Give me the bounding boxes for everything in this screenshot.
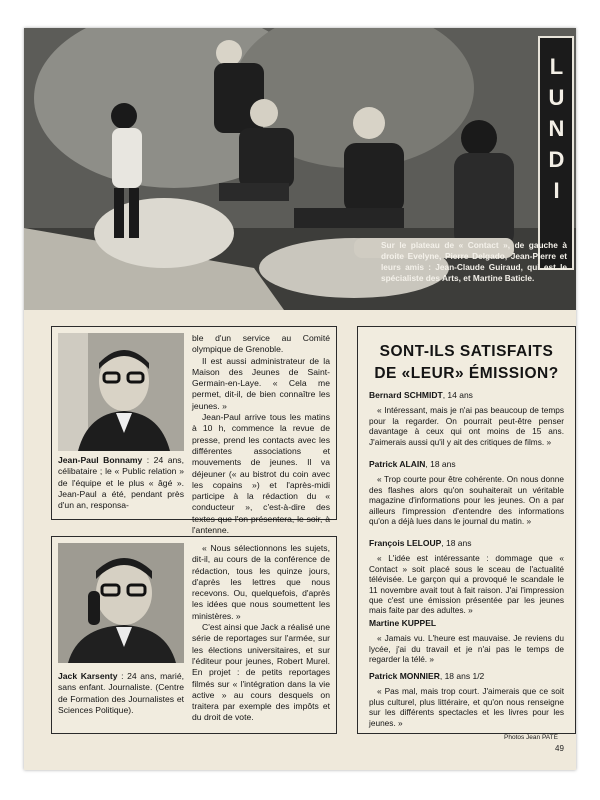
profile-name-bonnamy: Jean-Paul Bonnamy — [58, 455, 143, 465]
photo-credit: Photos Jean PATÉ — [504, 734, 558, 741]
respondent-name: Bernard SCHMIDT — [369, 390, 443, 400]
respondent-quote: « Jamais vu. L'heure est mauvaise. Je reviens du lycée, j'ai du travail et je n'ai pas le temps de regarder la télé. » — [369, 633, 564, 665]
profile-lead-karsenty — [58, 671, 184, 716]
magazine-page — [24, 28, 576, 770]
respondent-quote: « L'idée est intéressante : dommage que « Contact » soit placé sous le sceau de l'actualité télévisée. Le garçon qui a provoqué le scandale le 11 novembre avait tout à fait raison. J'ai l'impression que c'est une émission présentée par les jeunes mais faite par des adultes. » — [369, 553, 564, 616]
respondent-name: Martine KUPPEL — [369, 618, 437, 628]
profile-box-karsenty — [51, 536, 337, 734]
profile-body-bonnamy — [192, 333, 330, 536]
respondent-age: , 18 ans 1/2 — [439, 671, 485, 681]
profile-name-karsenty: Jack Karsenty — [58, 671, 118, 681]
respondent-quote: « Pas mal, mais trop court. J'aimerais que ce soit plus culturel, plus littéraire, et qu'on nous renseigne sur les différents spectacles et les livres pour les jeunes. » — [369, 686, 564, 728]
response-leloup — [369, 538, 564, 616]
respondent-quote: « Trop courte pour être cohérente. On nous donne des flashes alors qu'on souhaiterait un véritable magazine d'informations pour les jeunes. On a par ailleurs l'impression d'entendre des informations qu'on a déjà lues dans le journal du matin. » — [369, 474, 564, 527]
response-kuppel — [369, 618, 564, 665]
profile-intro-bonnamy: : 24 ans, célibataire ; le « Public relation » de l'équipe et le plus « âgé ». Jean-Paul a été, pendant près d'un an, responsa- — [58, 455, 184, 511]
response-monnier — [369, 671, 564, 728]
response-schmidt — [369, 390, 564, 447]
paragraph: C'est ainsi que Jack a réalisé une série de reportages sur l'armée, sur les élections universitaires, et sur l'éditeur pour jeunes, Robert Murel. En projet : de petits reportages filmés sur « l'intégration dans la vie active » au cours desquels on traitera par exemple des impôts et du droit de vote. — [192, 622, 330, 723]
respondent-age: , 18 ans — [441, 538, 472, 548]
paragraph: ble d'un service au Comité olympique de Grenoble. — [192, 333, 330, 355]
paragraph: « Nous sélectionnons les sujets, dit-il, au cours de la conférence de rédaction, tous les quinze jours, d'après les lettres que nous recevons. Ou, quelquefois, d'après les idées que nous soumettent les ministères. » — [192, 543, 330, 621]
respondent-name: François LELOUP — [369, 538, 442, 548]
studio-photo — [24, 28, 576, 310]
day-label: LUNDI — [544, 54, 569, 209]
paragraph: Il est aussi administrateur de la Maison des Jeunes de Saint-Germain-en-Laye. « Cela me permet, dit-il, de bien connaître les jeunes. » — [192, 355, 330, 411]
respondent-quote: « Intéressant, mais je n'ai pas beaucoup de temps pour la regarder. On pourrait peut-être penser davantage à ceux qui ont moins de 15 ans. J'aimerais aussi qu'il y ait des critiques de films. » — [369, 405, 564, 447]
page-number: 49 — [555, 744, 564, 753]
portrait-karsenty — [58, 543, 184, 663]
respondent-age: , 18 ans — [425, 459, 456, 469]
profile-body-karsenty — [192, 543, 330, 724]
profile-lead-bonnamy — [58, 455, 184, 511]
portrait-bonnamy — [58, 333, 184, 451]
respondent-name: Patrick ALAIN — [369, 459, 426, 469]
survey-headline: SONT-ILS SATISFAITS DE «LEUR» ÉMISSION? — [374, 343, 559, 382]
profile-box-bonnamy — [51, 326, 337, 536]
respondent-name: Patrick MONNIER — [369, 671, 440, 681]
respondent-age: , 14 ans — [442, 390, 473, 400]
profile-intro-karsenty: : 24 ans, marié, sans enfant. Journaliste. (Centre de Formation des Journalistes et Sciences Politique). — [58, 671, 184, 715]
photo-caption: Sur le plateau de « Contact », de gauche à droite Evelyne, Pierre Delgado, Jean-Pierre et leurs amis : Jean-Claude Guiraud, qui est le spécialiste des Arts, et Martine Baticle. — [381, 240, 567, 283]
day-banner — [538, 36, 574, 270]
paragraph: Jean-Paul arrive tous les matins à 10 h, commence la revue de presse, prend les contacts avec les différentes associations et mouvements de jeunes. Il va déjeuner (« au bistrot du coin avec les copains ») et l'après-midi participe à la rédaction du « conducteur », c'est-à-dire des textes que l'on présentera, le soir, à l'antenne. — [192, 412, 330, 536]
response-alain — [369, 459, 564, 526]
